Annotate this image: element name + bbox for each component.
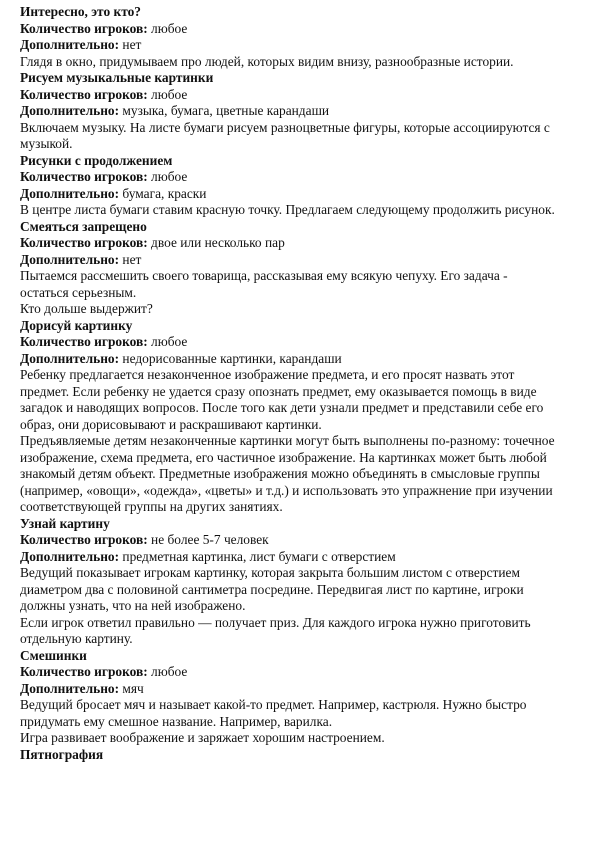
description-line: соответствующей группы на других занятиях. — [20, 499, 283, 514]
description-line: отдельную картину. — [20, 631, 133, 646]
description-line: Ведущий бросает мяч и называет какой-то предмет. Например, кастрюля. Нужно быстро — [20, 697, 527, 712]
extra-value: мяч — [119, 680, 144, 696]
extra-value: нет — [119, 37, 142, 52]
game-title: Смешинки — [20, 647, 87, 663]
game-section — [20, 219, 580, 318]
extra-row — [20, 681, 580, 698]
players-value: двое или несколько пар — [147, 235, 285, 250]
players-row — [20, 664, 580, 681]
extra-label: Дополнительно: — [20, 251, 120, 267]
description-line: музыкой. — [20, 136, 73, 151]
description-line: придумать ему смешное название. Например, варилка. — [20, 713, 333, 729]
game-section — [20, 516, 580, 648]
extra-row — [20, 37, 580, 54]
players-row — [20, 532, 580, 549]
extra-label: Дополнительно: — [20, 185, 120, 201]
players-label: Количество игроков: — [20, 20, 148, 36]
extra-row — [20, 252, 580, 269]
description-line: изображение, схема предмета, его частичное изображение. На картинках может быть любой — [20, 449, 547, 465]
description-line: Пытаемся рассмешить своего товарища, рассказывая ему всякую чепуху. Его задача - — [20, 268, 508, 283]
extra-label: Дополнительно: — [20, 103, 120, 118]
description-line: Включаем музыку. На листе бумаги рисуем разноцветные фигуры, которые ассоциируются с — [20, 119, 550, 135]
description-line: загадок и наводящих вопросов. После того как дети узнали предмет и представили себе его — [20, 400, 544, 415]
extra-value: бумага, краски — [119, 185, 207, 201]
description-line: Ведущий показывает игрокам картинку, которая закрыта большим листом с отверстием — [20, 565, 520, 580]
extra-label: Дополнительно: — [20, 680, 120, 696]
extra-row — [20, 103, 580, 120]
description-line: образ, они дорисовывают и раскрашивают картинки. — [20, 416, 322, 432]
game-section — [20, 318, 580, 516]
extra-row — [20, 351, 580, 368]
players-value: не более 5-7 человек — [147, 532, 269, 547]
extra-label: Дополнительно: — [20, 350, 120, 366]
description-line: Если игрок ответил правильно — получает приз. Для каждого игрока нужно приготовить — [20, 614, 531, 630]
players-label: Количество игроков: — [20, 235, 148, 250]
game-title: Рисунки с продолжением — [20, 152, 173, 168]
players-value: любое — [147, 86, 188, 102]
players-label: Количество игроков: — [20, 86, 148, 102]
game-title: Пятнография — [20, 746, 104, 762]
game-title: Дорисуй картинку — [20, 317, 133, 333]
description-line: Кто дольше выдержит? — [20, 301, 153, 316]
players-value: любое — [147, 664, 188, 679]
players-row — [20, 21, 580, 38]
description-line: должны узнать, что на ней изображено. — [20, 598, 246, 613]
description-line: В центре листа бумаги ставим красную точку. Предлагаем следующему продолжить рисунок. — [20, 202, 555, 217]
players-row — [20, 334, 580, 351]
game-title: Узнай картину — [20, 515, 110, 531]
extra-value: предметная картинка, лист бумаги с отверстием — [119, 548, 396, 564]
extra-label: Дополнительно: — [20, 548, 120, 564]
description-line: знакомый детям объект. Предметные изображения можно объединять в смысловые группы — [20, 466, 540, 481]
description-line: остаться серьезным. — [20, 284, 137, 300]
game-title: Смеяться запрещено — [20, 218, 147, 234]
extra-row — [20, 549, 580, 566]
game-section — [20, 70, 580, 153]
extra-value: недорисованные картинки, карандаши — [119, 350, 342, 366]
description-line: Ребенку предлагается незаконченное изображение предмета, и его просят назвать этот — [20, 367, 515, 382]
players-label: Количество игроков: — [20, 169, 148, 184]
document-page — [20, 4, 580, 763]
players-row — [20, 169, 580, 186]
description-line: Предъявляемые детям незаконченные картинки могут быть выполнены по-разному: точечное — [20, 433, 555, 448]
game-section — [20, 648, 580, 747]
players-value: любое — [147, 169, 188, 184]
extra-value: нет — [119, 251, 142, 267]
description-line: Глядя в окно, придумываем про людей, которых видим внизу, разнообразные истории. — [20, 53, 514, 69]
description-line: Игра развивает воображение и заряжает хорошим настроением. — [20, 730, 385, 745]
players-label: Количество игроков: — [20, 664, 148, 679]
extra-value: музыка, бумага, цветные карандаши — [119, 103, 330, 118]
description-line: (например, «овощи», «одежда», «цветы» и т.д.) и использовать это упражнение при изучении — [20, 482, 553, 498]
description-line: диаметром два с половиной сантиметра посредине. Передвигая лист по картине, игроки — [20, 581, 524, 597]
game-section — [20, 4, 580, 70]
players-row — [20, 235, 580, 252]
players-value: любое — [147, 334, 188, 349]
players-value: любое — [147, 20, 188, 36]
description-line: предмет. Если ребенку не удается сразу опознать предмет, ему оказывается помощь в виде — [20, 383, 537, 399]
players-label: Количество игроков: — [20, 532, 148, 547]
game-title: Рисуем музыкальные картинки — [20, 70, 214, 85]
players-label: Количество игроков: — [20, 334, 148, 349]
game-section — [20, 153, 580, 219]
extra-row — [20, 186, 580, 203]
extra-label: Дополнительно: — [20, 37, 120, 52]
game-title: Интересно, это кто? — [20, 4, 141, 19]
players-row — [20, 87, 580, 104]
